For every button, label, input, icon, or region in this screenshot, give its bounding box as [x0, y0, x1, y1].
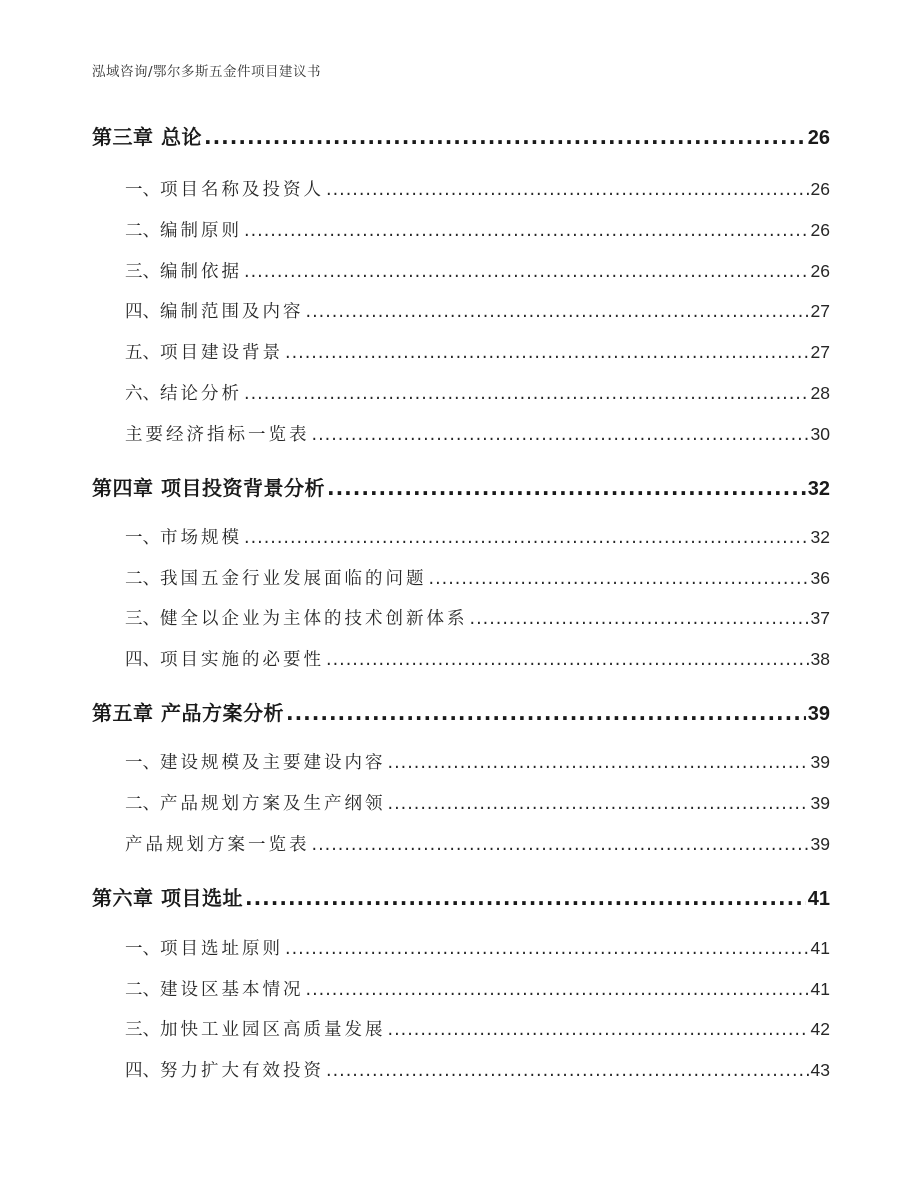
toc-chapter-5[interactable]	[92, 697, 830, 727]
toc-entry-title: 市场规模	[160, 528, 242, 548]
toc-entry-title: 产品规划方案一览表	[125, 835, 310, 855]
toc-chapter-6[interactable]	[92, 882, 830, 912]
toc-entry-number: 二、	[125, 569, 160, 589]
toc-page-number: 26	[810, 179, 830, 199]
toc-page-number: 43	[810, 1060, 830, 1080]
dot-leader	[388, 794, 809, 814]
toc-page-number: 39	[810, 752, 830, 772]
toc-entry[interactable]	[92, 565, 830, 591]
toc-entry-title: 建设区基本情况	[160, 980, 304, 1000]
toc-entry[interactable]	[92, 831, 830, 857]
dot-leader	[429, 569, 809, 589]
toc-page-number: 30	[810, 424, 830, 444]
toc-page-number: 27	[810, 342, 830, 362]
toc-entry-number: 五、	[125, 343, 160, 363]
dot-leader	[244, 262, 809, 282]
toc-entry-number: 四、	[125, 302, 160, 322]
toc-page-number: 26	[807, 127, 830, 149]
toc-entry-title: 项目实施的必要性	[160, 650, 324, 670]
toc-page-number: 32	[807, 478, 830, 500]
toc-entry-title: 我国五金行业发展面临的问题	[160, 569, 427, 589]
toc-page-number: 41	[810, 979, 830, 999]
toc-entry-number: 三、	[125, 609, 160, 629]
toc-entry-title: 建设规模及主要建设内容	[160, 753, 386, 773]
toc-page-number: 39	[810, 793, 830, 813]
toc-entry-title: 编制范围及内容	[160, 302, 304, 322]
toc-page-number: 39	[807, 703, 830, 725]
toc-entry-number: 一、	[125, 753, 160, 773]
dot-leader	[204, 125, 806, 149]
toc-entry[interactable]	[92, 605, 830, 631]
toc-page-number: 41	[810, 938, 830, 958]
toc-entry-number: 一、	[125, 939, 160, 959]
toc-entry[interactable]	[92, 339, 830, 365]
toc-entry[interactable]	[92, 258, 830, 284]
dot-leader	[312, 425, 809, 445]
dot-leader	[285, 939, 809, 959]
dot-leader	[285, 343, 809, 363]
toc-entry[interactable]	[92, 217, 830, 243]
toc-entry[interactable]	[92, 1057, 830, 1083]
toc-page-number: 38	[810, 649, 830, 669]
toc-page-number: 41	[807, 888, 830, 910]
running-header: 泓域咨询/鄂尔多斯五金件项目建议书	[92, 64, 322, 80]
toc-entry-title: 第三章 总论	[92, 125, 202, 149]
toc-entry[interactable]	[92, 1016, 830, 1042]
dot-leader	[326, 650, 809, 670]
toc-entry-number: 四、	[125, 650, 160, 670]
toc-entry[interactable]	[92, 790, 830, 816]
toc-entry[interactable]	[92, 298, 830, 324]
dot-leader	[244, 528, 809, 548]
toc-entry-number: 六、	[125, 384, 160, 404]
toc-page-number: 27	[810, 301, 830, 321]
toc-entry-number: 三、	[125, 262, 160, 282]
toc-page-number: 28	[810, 383, 830, 403]
toc-entry-title: 结论分析	[160, 384, 242, 404]
toc-entry-title: 项目建设背景	[160, 343, 283, 363]
toc-entry-title: 努力扩大有效投资	[160, 1061, 324, 1081]
toc-entry[interactable]	[92, 421, 830, 447]
toc-entry-title: 健全以企业为主体的技术创新体系	[160, 609, 468, 629]
dot-leader	[326, 180, 809, 200]
dot-leader	[306, 302, 809, 322]
toc-entry-title: 编制原则	[160, 221, 242, 241]
toc-page-number: 32	[810, 527, 830, 547]
toc-entry[interactable]	[92, 176, 830, 202]
toc-entry-number: 一、	[125, 180, 160, 200]
toc-entry-number: 三、	[125, 1020, 160, 1040]
toc-page-number: 42	[810, 1019, 830, 1039]
dot-leader	[312, 835, 809, 855]
toc-page-number: 36	[810, 568, 830, 588]
dot-leader	[470, 609, 809, 629]
dot-leader	[244, 384, 809, 404]
dot-leader	[326, 1061, 809, 1081]
toc-entry-title: 第五章 产品方案分析	[92, 701, 284, 725]
toc-entry-number: 二、	[125, 221, 160, 241]
dot-leader	[388, 753, 809, 773]
toc-entry-number: 一、	[125, 528, 160, 548]
toc-entry-title: 项目名称及投资人	[160, 180, 324, 200]
toc-page-number: 26	[810, 220, 830, 240]
toc-entry-number: 二、	[125, 794, 160, 814]
toc-entry-title: 加快工业园区高质量发展	[160, 1020, 386, 1040]
dot-leader	[306, 980, 809, 1000]
toc-chapter-4[interactable]	[92, 472, 830, 502]
toc-entry-title: 第六章 项目选址	[92, 886, 243, 910]
toc-page-number: 37	[810, 608, 830, 628]
dot-leader	[245, 886, 806, 910]
toc-entry[interactable]	[92, 935, 830, 961]
toc-entry-title: 第四章 项目投资背景分析	[92, 476, 325, 500]
toc-entry[interactable]	[92, 749, 830, 775]
toc-entry-number: 二、	[125, 980, 160, 1000]
toc-entry[interactable]	[92, 646, 830, 672]
toc-entry-title: 编制依据	[160, 262, 242, 282]
toc-entry-number: 四、	[125, 1061, 160, 1081]
dot-leader	[286, 701, 806, 725]
toc-entry[interactable]	[92, 380, 830, 406]
dot-leader	[388, 1020, 809, 1040]
toc-entry[interactable]	[92, 524, 830, 550]
toc-page-number: 26	[810, 261, 830, 281]
toc-entry[interactable]	[92, 976, 830, 1002]
dot-leader	[327, 476, 806, 500]
toc-entry-title: 项目选址原则	[160, 939, 283, 959]
toc-chapter-3[interactable]	[92, 121, 830, 151]
toc-entry-title: 产品规划方案及生产纲领	[160, 794, 386, 814]
toc-entry-title: 主要经济指标一览表	[125, 425, 310, 445]
dot-leader	[244, 221, 809, 241]
toc-page-number: 39	[810, 834, 830, 854]
